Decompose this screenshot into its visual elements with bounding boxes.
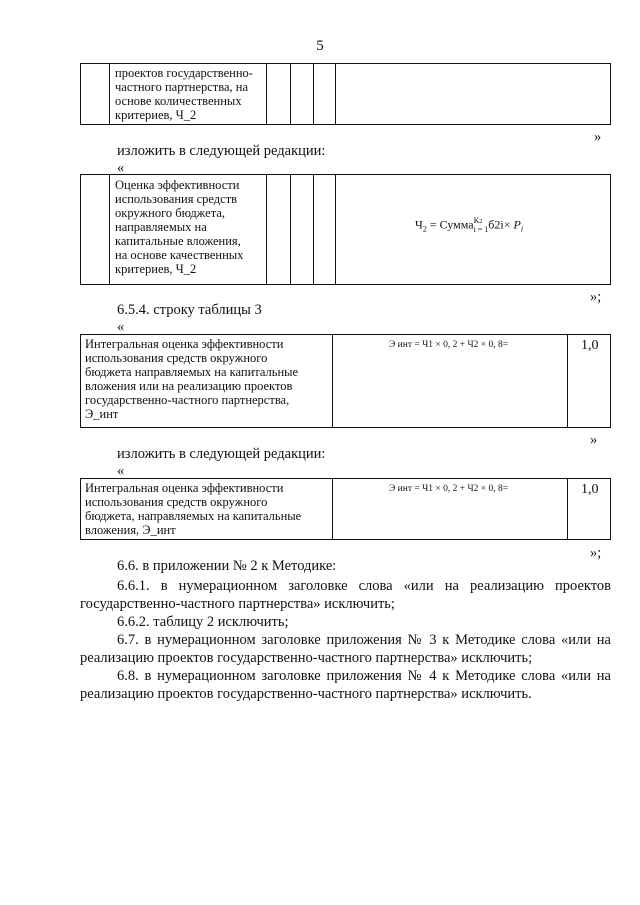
table-d-cell-text <box>85 481 330 537</box>
paragraph-6-6-1-line2: государственно-частного партнерства» исключить; <box>80 596 395 612</box>
paragraph-6-7-line1: 6.7. в нумерационном заголовке приложения № 3 к Методике слова «или на <box>117 632 611 648</box>
text-line: критериев, Ч_2 <box>115 262 197 276</box>
formula-eq: = Сумма <box>426 217 474 232</box>
text-line: проектов государственно- <box>115 66 253 80</box>
formula-p: P <box>513 217 521 232</box>
formula-body: б2i× <box>488 217 511 232</box>
formula-lhs: Ч <box>415 217 423 232</box>
text-line: Интегральная оценка эффективности <box>85 481 284 495</box>
close-quote: » <box>594 129 602 145</box>
text-line: Оценка эффективности <box>115 178 240 192</box>
table-b-cell-text <box>115 178 265 276</box>
text-line: капитальные вложения, <box>115 234 241 248</box>
formula-e-int: Э инт = Ч1 × 0, 2 + Ч2 × 0, 8= <box>389 484 509 494</box>
text-line: основе количественных <box>115 94 242 108</box>
formula-sum-sup: K <box>473 216 480 225</box>
page-number: 5 <box>316 38 324 54</box>
value-cell: 1,0 <box>581 338 599 353</box>
formula-sum-sup-sub: 2 <box>479 219 483 225</box>
text-line: бюджета направляемых на капитальные <box>85 365 299 379</box>
text-line: бюджета, направляемых на капитальные <box>85 509 302 523</box>
text-line: использования средств окружного <box>85 351 268 365</box>
text-line: вложения, Э_инт <box>85 523 176 537</box>
table-fragment-a <box>80 63 611 125</box>
text-line: Э_инт <box>85 407 119 421</box>
text-line: Интегральная оценка эффективности <box>85 337 284 351</box>
formula-lhs-sub: 2 <box>422 224 427 234</box>
text-line: на основе качественных <box>115 248 244 262</box>
text-line: вложения или на реализацию проектов <box>85 379 293 393</box>
open-quote: « <box>117 160 125 176</box>
formula-p-sub: i <box>520 224 524 234</box>
replace-label: изложить в следующей редакции: <box>117 446 326 462</box>
formula-sum-sub: i = 1 <box>473 225 489 234</box>
text-line: направляемых на <box>115 220 207 234</box>
paragraph-6-7-line2: реализацию проектов государственно-частного партнерства» исключить; <box>80 650 533 666</box>
table-fragment-b <box>80 174 611 285</box>
open-quote: « <box>117 463 125 479</box>
table-a-cell-text <box>115 66 265 122</box>
paragraph-6-6: 6.6. в приложении № 2 к Методике: <box>117 558 337 574</box>
paragraph-6-8-line1: 6.8. в нумерационном заголовке приложения № 4 к Методике слова «или на <box>117 668 611 684</box>
text-line: частного партнерства, на <box>115 80 249 94</box>
table-fragment-c <box>80 334 611 428</box>
section-heading-6-5-4: 6.5.4. строку таблицы 3 <box>117 302 262 318</box>
formula-e-int: Э инт = Ч1 × 0, 2 + Ч2 × 0, 8= <box>389 340 509 350</box>
table-c-cell-text <box>85 337 330 421</box>
text-line: критериев, Ч_2 <box>115 108 197 122</box>
close-quote: »; <box>590 289 602 305</box>
open-quote: « <box>117 319 125 335</box>
table-fragment-d <box>80 478 611 540</box>
replace-label: изложить в следующей редакции: <box>117 143 326 159</box>
text-line: использования средств окружного <box>85 495 268 509</box>
paragraph-6-6-1-line1: 6.6.1. в нумерационном заголовке слова «или на реализацию проектов <box>117 578 611 594</box>
text-line: государственно-частного партнерства, <box>85 393 290 407</box>
paragraph-6-6-2: 6.6.2. таблицу 2 исключить; <box>117 614 289 630</box>
paragraph-6-8-line2: реализацию проектов государственно-частного партнерства» исключить. <box>80 686 532 702</box>
value-cell: 1,0 <box>581 482 599 497</box>
text-line: окружного бюджета, <box>115 206 225 220</box>
formula-ch2 <box>415 217 523 234</box>
close-quote: »; <box>590 545 602 561</box>
close-quote: » <box>590 432 598 448</box>
text-line: использования средств <box>115 192 238 206</box>
